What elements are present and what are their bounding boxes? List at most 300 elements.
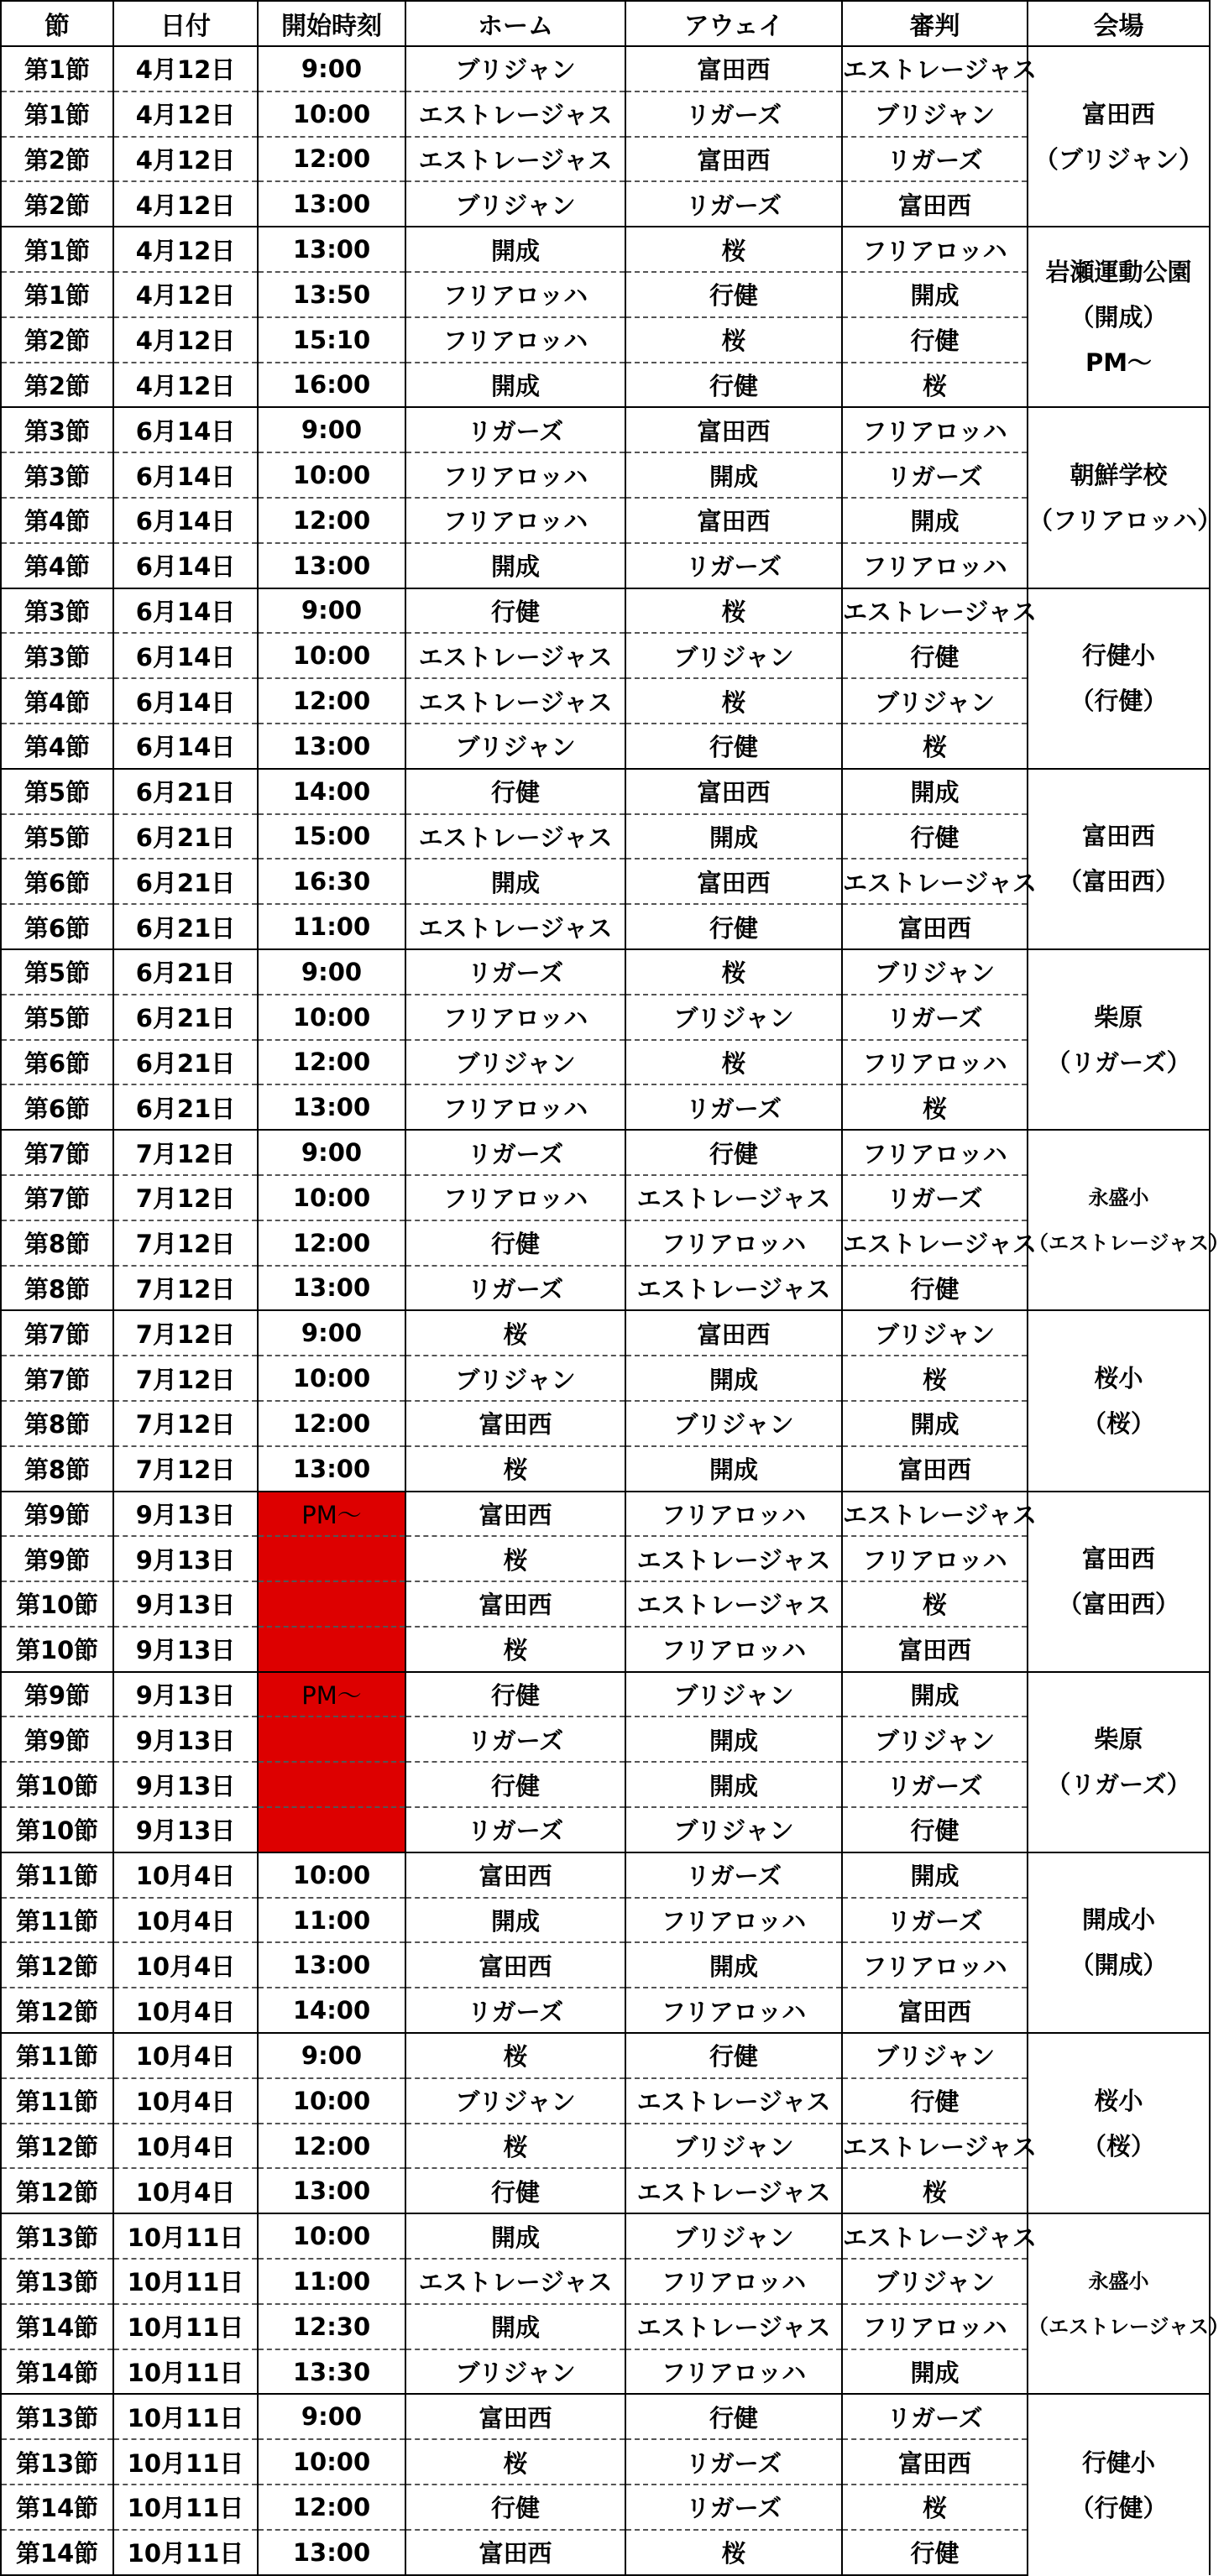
cell-referee: 行健 [842,1266,1028,1311]
table-row [1,1492,1210,1537]
cell-away: 開成 [625,1446,842,1492]
cell-referee: 富田西 [842,181,1028,227]
header-away: アウェイ [625,1,842,46]
cell-date: 6月14日 [113,498,258,543]
venue-line: 開成小 [1081,1905,1155,1935]
venue-line: 柴原 [1094,1725,1143,1754]
cell-start-time: 12:00 [258,1401,405,1446]
cell-start-time: 9:00 [258,949,405,995]
cell-referee: エストレージャス [842,2124,1028,2169]
cell-home: エストレージャス [405,678,625,724]
cell-date: 10月4日 [113,1898,258,1943]
cell-away: 行健 [625,904,842,949]
cell-start-time: 9:00 [258,407,405,452]
cell-date: 6月21日 [113,814,258,860]
cell-round: 第7節 [1,1310,113,1356]
cell-date: 7月12日 [113,1310,258,1356]
cell-round: 第6節 [1,1084,113,1130]
cell-round: 第7節 [1,1130,113,1175]
cell-away: ブリジャン [625,2213,842,2259]
cell-date: 4月12日 [113,317,258,363]
venue-line: （リガーズ） [1046,1770,1191,1800]
cell-away: エストレージャス [625,2304,842,2349]
cell-referee: フリアロッハ [842,1130,1028,1175]
cell-start-time: 13:00 [258,181,405,227]
cell-away: リガーズ [625,543,842,588]
cell-start-time: 12:00 [258,1040,405,1085]
venue-cell [1028,1492,1210,1672]
cell-away: フリアロッハ [625,1988,842,2033]
cell-round: 第12節 [1,1942,113,1988]
venue-line: 富田西 [1081,99,1155,128]
venue-line: （桜） [1081,1408,1155,1438]
cell-referee: リガーズ [842,452,1028,498]
cell-round: 第10節 [1,1762,113,1807]
cell-home: 富田西 [405,1492,625,1537]
table-row [1,227,1210,272]
cell-date: 9月13日 [113,1536,258,1581]
cell-home: 行健 [405,769,625,814]
cell-date: 10月4日 [113,1852,258,1898]
cell-referee: 開成 [842,769,1028,814]
cell-home: 桜 [405,1310,625,1356]
cell-home: 富田西 [405,1401,625,1446]
cell-start-time: 9:00 [258,1310,405,1356]
cell-referee: リガーズ [842,1175,1028,1220]
cell-referee: 開成 [842,1672,1028,1717]
cell-round: 第10節 [1,1581,113,1627]
venue-line: 富田西 [1081,1544,1155,1574]
cell-home: エストレージャス [405,137,625,182]
cell-home: フリアロッハ [405,498,625,543]
cell-round: 第2節 [1,137,113,182]
cell-away: エストレージャス [625,1581,842,1627]
cell-date: 4月12日 [113,137,258,182]
cell-start-time: 12:00 [258,137,405,182]
cell-referee: エストレージャス [842,1492,1028,1537]
cell-start-time: 10:00 [258,91,405,137]
cell-date: 10月11日 [113,2530,258,2575]
table-row [1,407,1210,452]
venue-line: （ブリジャン） [1033,144,1204,174]
cell-start-time: 12:30 [258,2304,405,2349]
cell-date: 7月12日 [113,1356,258,1401]
cell-away: 富田西 [625,407,842,452]
cell-round: 第13節 [1,2394,113,2439]
cell-referee: 開成 [842,1852,1028,1898]
cell-date: 10月11日 [113,2394,258,2439]
cell-start-time: 12:00 [258,498,405,543]
cell-referee: 富田西 [842,1446,1028,1492]
table-row [1,1310,1210,1356]
cell-start-time: 10:00 [258,1852,405,1898]
cell-date: 6月21日 [113,769,258,814]
cell-round: 第9節 [1,1672,113,1717]
cell-date: 6月14日 [113,407,258,452]
cell-home: 行健 [405,2168,625,2213]
cell-home: エストレージャス [405,633,625,678]
cell-away: 行健 [625,272,842,317]
cell-start-time: 11:00 [258,904,405,949]
table-row [1,2394,1210,2439]
cell-home: エストレージャス [405,91,625,137]
cell-round: 第14節 [1,2349,113,2395]
cell-away: エストレージャス [625,1266,842,1311]
cell-start-time [258,1581,405,1627]
cell-away: 桜 [625,1040,842,1085]
cell-away: 開成 [625,1716,842,1762]
cell-start-time [258,1627,405,1672]
cell-home: 富田西 [405,1581,625,1627]
cell-referee: 行健 [842,2078,1028,2124]
header-home: ホーム [405,1,625,46]
cell-away: エストレージャス [625,2078,842,2124]
cell-start-time [258,1762,405,1807]
cell-start-time: 10:00 [258,1356,405,1401]
cell-away: 桜 [625,227,842,272]
cell-round: 第12節 [1,1988,113,2033]
venue-cell [1028,227,1210,407]
cell-away: 富田西 [625,137,842,182]
cell-away: フリアロッハ [625,2259,842,2304]
venue-cell [1028,2033,1210,2213]
cell-start-time: 16:00 [258,363,405,408]
cell-home: 富田西 [405,2394,625,2439]
venue-line: （桜） [1081,2131,1155,2161]
cell-referee: フリアロッハ [842,227,1028,272]
cell-round: 第14節 [1,2530,113,2575]
cell-away: 桜 [625,317,842,363]
cell-round: 第4節 [1,724,113,769]
cell-home: 行健 [405,2485,625,2530]
cell-round: 第11節 [1,2078,113,2124]
cell-away: 桜 [625,949,842,995]
venue-line: （リガーズ） [1046,1048,1191,1077]
cell-away: エストレージャス [625,1175,842,1220]
header-referee: 審判 [842,1,1028,46]
cell-home: 桜 [405,1446,625,1492]
cell-date: 10月11日 [113,2485,258,2530]
venue-line: （富田西） [1057,867,1179,896]
cell-referee: リガーズ [842,137,1028,182]
cell-date: 6月14日 [113,588,258,634]
cell-start-time: 9:00 [258,1130,405,1175]
cell-home: リガーズ [405,1266,625,1311]
cell-home: 開成 [405,859,625,904]
cell-referee: 桜 [842,2485,1028,2530]
cell-referee: ブリジャン [842,678,1028,724]
cell-referee: 桜 [842,1084,1028,1130]
cell-start-time: 12:00 [258,1220,405,1266]
cell-start-time: 10:00 [258,2078,405,2124]
header-start-time: 開始時刻 [258,1,405,46]
cell-start-time: 14:00 [258,769,405,814]
venue-cell [1028,2213,1229,2394]
cell-start-time: 9:00 [258,2033,405,2078]
cell-referee: 富田西 [842,1988,1028,2033]
venue-cell [1028,407,1222,588]
cell-home: 行健 [405,1220,625,1266]
cell-home: 富田西 [405,1942,625,1988]
cell-date: 7月12日 [113,1446,258,1492]
cell-home: 桜 [405,2033,625,2078]
cell-referee: 富田西 [842,2439,1028,2485]
cell-away: リガーズ [625,2439,842,2485]
cell-home: ブリジャン [405,2349,625,2395]
cell-away: ブリジャン [625,633,842,678]
cell-date: 4月12日 [113,272,258,317]
cell-away: 富田西 [625,769,842,814]
cell-round: 第10節 [1,1627,113,1672]
cell-date: 10月4日 [113,2033,258,2078]
cell-away: 行健 [625,2394,842,2439]
cell-home: 開成 [405,227,625,272]
cell-start-time: 10:00 [258,452,405,498]
schedule-body [1,46,1229,2575]
cell-date: 6月14日 [113,724,258,769]
venue-cell [1028,1130,1229,1310]
venue-line: 永盛小 [1088,1185,1149,1210]
cell-round: 第6節 [1,904,113,949]
cell-date: 6月14日 [113,452,258,498]
cell-referee: 行健 [842,317,1028,363]
cell-date: 7月12日 [113,1220,258,1266]
cell-round: 第5節 [1,814,113,860]
venue-cell [1028,2394,1210,2574]
cell-referee: 桜 [842,363,1028,408]
cell-referee: 富田西 [842,904,1028,949]
cell-start-time: PM～ [258,1492,405,1537]
cell-referee: 桜 [842,724,1028,769]
cell-start-time: 15:00 [258,814,405,860]
cell-home: リガーズ [405,1807,625,1852]
venue-line: （行健） [1069,2493,1168,2522]
cell-referee: ブリジャン [842,2033,1028,2078]
cell-start-time: 13:00 [258,543,405,588]
cell-date: 9月13日 [113,1716,258,1762]
cell-start-time [258,1807,405,1852]
cell-home: ブリジャン [405,724,625,769]
cell-round: 第12節 [1,2168,113,2213]
cell-home: 行健 [405,1672,625,1717]
cell-away: フリアロッハ [625,1898,842,1943]
venue-line: （開成） [1069,302,1168,332]
cell-round: 第1節 [1,46,113,91]
cell-start-time [258,1536,405,1581]
cell-away: エストレージャス [625,2168,842,2213]
cell-referee: フリアロッハ [842,543,1028,588]
table-row [1,46,1210,91]
cell-start-time: 14:00 [258,1988,405,2033]
venue-line: （エストレージャス） [1028,1231,1229,1255]
cell-date: 10月4日 [113,1942,258,1988]
cell-referee: リガーズ [842,1898,1028,1943]
cell-start-time: 9:00 [258,46,405,91]
cell-start-time: 12:00 [258,2124,405,2169]
venue-line: 桜小 [1094,1363,1143,1393]
cell-referee: エストレージャス [842,588,1028,634]
cell-referee: ブリジャン [842,91,1028,137]
cell-referee: エストレージャス [842,1220,1028,1266]
cell-start-time: PM～ [258,1672,405,1717]
cell-round: 第13節 [1,2259,113,2304]
cell-away: 行健 [625,363,842,408]
cell-date: 9月13日 [113,1627,258,1672]
cell-round: 第9節 [1,1716,113,1762]
cell-away: ブリジャン [625,1807,842,1852]
cell-round: 第9節 [1,1492,113,1537]
venue-line: （富田西） [1057,1590,1179,1619]
venue-cell [1028,1852,1210,2033]
cell-referee: 桜 [842,2168,1028,2213]
cell-round: 第7節 [1,1175,113,1220]
cell-away: 富田西 [625,1310,842,1356]
cell-round: 第8節 [1,1220,113,1266]
venue-line: 永盛小 [1088,2269,1149,2293]
cell-referee: 行健 [842,633,1028,678]
cell-home: フリアロッハ [405,995,625,1040]
cell-date: 4月12日 [113,181,258,227]
cell-start-time: 11:00 [258,1898,405,1943]
cell-round: 第2節 [1,181,113,227]
cell-round: 第10節 [1,1807,113,1852]
cell-start-time: 13:00 [258,2530,405,2575]
cell-home: 行健 [405,1762,625,1807]
cell-referee: 開成 [842,2349,1028,2395]
cell-round: 第1節 [1,91,113,137]
cell-referee: ブリジャン [842,1310,1028,1356]
cell-round: 第11節 [1,1898,113,1943]
cell-date: 6月14日 [113,543,258,588]
cell-date: 10月11日 [113,2213,258,2259]
cell-start-time: 13:00 [258,724,405,769]
cell-date: 9月13日 [113,1492,258,1537]
cell-round: 第3節 [1,452,113,498]
cell-round: 第3節 [1,588,113,634]
cell-date: 10月4日 [113,1988,258,2033]
cell-round: 第4節 [1,543,113,588]
cell-date: 6月21日 [113,904,258,949]
cell-away: フリアロッハ [625,1220,842,1266]
cell-referee: リガーズ [842,2394,1028,2439]
cell-away: ブリジャン [625,1401,842,1446]
cell-referee: リガーズ [842,1762,1028,1807]
cell-round: 第1節 [1,227,113,272]
header-round: 節 [1,1,113,46]
cell-referee: エストレージャス [842,46,1028,91]
cell-referee: ブリジャン [842,1716,1028,1762]
cell-away: 行健 [625,1130,842,1175]
cell-date: 9月13日 [113,1762,258,1807]
cell-home: エストレージャス [405,904,625,949]
cell-away: 開成 [625,814,842,860]
table-row [1,1220,1210,1266]
cell-date: 6月14日 [113,678,258,724]
cell-home: ブリジャン [405,1356,625,1401]
cell-away: ブリジャン [625,2124,842,2169]
table-row [1,859,1210,904]
venue-cell [1028,1672,1210,1852]
venue-cell [1028,46,1210,227]
cell-start-time [258,1716,405,1762]
cell-date: 9月13日 [113,1672,258,1717]
venue-cell [1028,588,1210,769]
cell-round: 第11節 [1,1852,113,1898]
cell-date: 6月21日 [113,859,258,904]
cell-start-time: 9:00 [258,588,405,634]
cell-referee: エストレージャス [842,2213,1028,2259]
cell-home: エストレージャス [405,2259,625,2304]
cell-date: 4月12日 [113,91,258,137]
cell-referee: 桜 [842,1356,1028,1401]
cell-start-time: 15:10 [258,317,405,363]
cell-home: 開成 [405,2213,625,2259]
cell-home: リガーズ [405,949,625,995]
cell-away: リガーズ [625,181,842,227]
cell-away: 富田西 [625,859,842,904]
cell-date: 7月12日 [113,1401,258,1446]
cell-round: 第5節 [1,949,113,995]
cell-round: 第6節 [1,1040,113,1085]
venue-cell [1028,949,1210,1130]
cell-round: 第7節 [1,1356,113,1401]
venue-line: 朝鮮学校 [1069,460,1168,489]
cell-away: フリアロッハ [625,1627,842,1672]
cell-referee: フリアロッハ [842,2304,1028,2349]
venue-line: 行健小 [1081,2448,1155,2477]
cell-away: 行健 [625,724,842,769]
header-venue: 会場 [1028,1,1210,46]
cell-round: 第6節 [1,859,113,904]
table-row [1,588,1210,634]
cell-home: 行健 [405,588,625,634]
cell-round: 第5節 [1,995,113,1040]
cell-home: ブリジャン [405,2078,625,2124]
cell-round: 第12節 [1,2124,113,2169]
venue-line: 行健小 [1081,641,1155,671]
cell-date: 7月12日 [113,1266,258,1311]
cell-referee: フリアロッハ [842,1040,1028,1085]
cell-date: 10月4日 [113,2168,258,2213]
table-row [1,1672,1210,1717]
cell-home: 開成 [405,363,625,408]
venue-line: （エストレージャス） [1028,2314,1229,2338]
cell-date: 7月12日 [113,1130,258,1175]
cell-start-time: 13:00 [258,1266,405,1311]
venue-line: 富田西 [1081,822,1155,851]
venue-line: 柴原 [1094,1002,1143,1032]
cell-home: 桜 [405,1627,625,1672]
cell-round: 第2節 [1,363,113,408]
cell-start-time: 10:00 [258,633,405,678]
cell-round: 第3節 [1,633,113,678]
cell-referee: ブリジャン [842,949,1028,995]
cell-date: 10月4日 [113,2124,258,2169]
cell-start-time: 12:00 [258,2485,405,2530]
cell-date: 6月21日 [113,1040,258,1085]
cell-round: 第3節 [1,407,113,452]
cell-date: 10月11日 [113,2304,258,2349]
cell-home: 開成 [405,2304,625,2349]
cell-away: 開成 [625,1762,842,1807]
cell-date: 9月13日 [113,1807,258,1852]
cell-date: 6月21日 [113,949,258,995]
cell-away: 桜 [625,678,842,724]
venue-line: 桜小 [1094,2086,1143,2115]
cell-date: 10月11日 [113,2349,258,2395]
cell-home: ブリジャン [405,1040,625,1085]
cell-home: リガーズ [405,407,625,452]
